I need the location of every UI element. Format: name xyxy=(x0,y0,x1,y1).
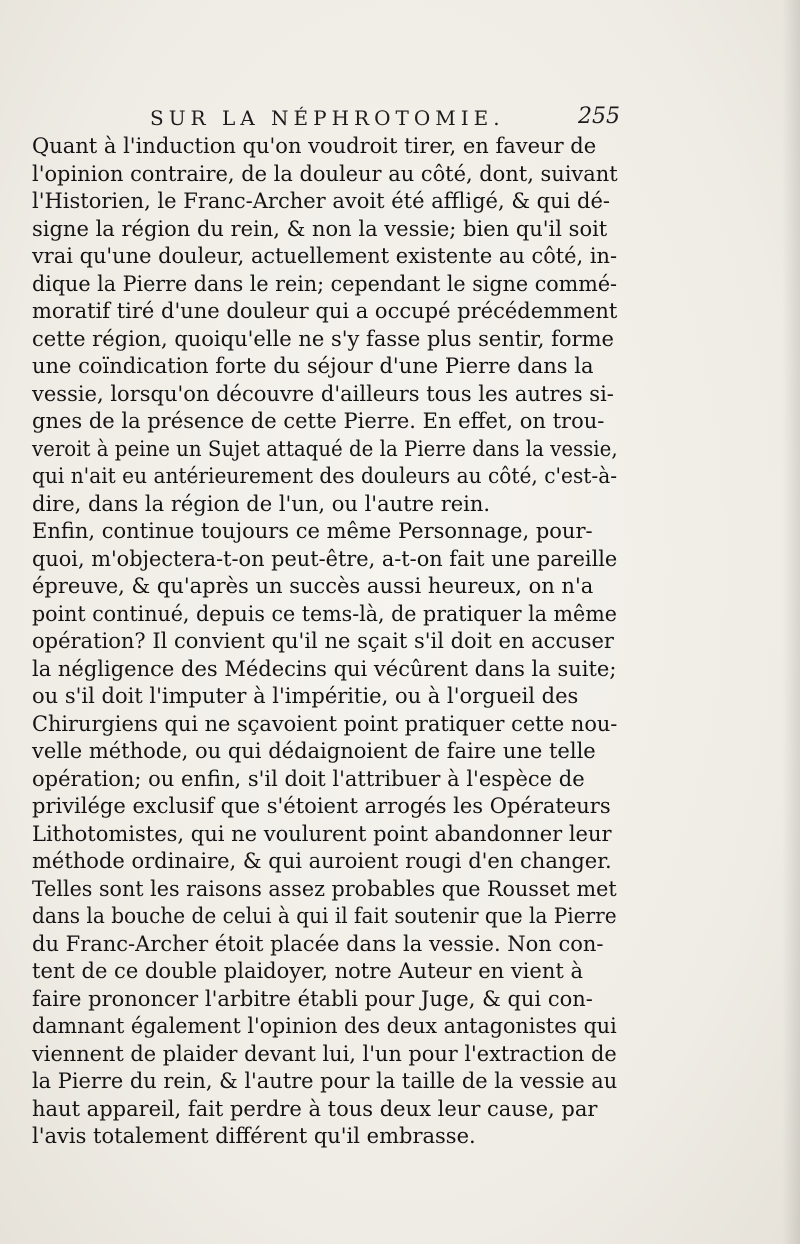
text-line: cette région, quoiqu'elle ne s'y fasse plus sentir, forme xyxy=(32,326,614,351)
text-line: veroit à peine un Sujet attaqué de la Pierre dans la vessie, xyxy=(32,436,618,461)
text-line: Enfin, continue toujours ce même Personnage, pour- xyxy=(32,519,593,543)
text-line: méthode ordinaire, & qui auroient rougi d'en changer. xyxy=(32,849,612,873)
text-line: la négligence des Médecins qui vécûrent dans la suite; xyxy=(32,656,617,681)
text-line: velle méthode, ou qui dédaignoient de faire une telle xyxy=(32,739,596,763)
text-line: damnant également l'opinion des deux antagonistes qui xyxy=(32,1014,617,1038)
text-line: Telles sont les raisons assez probables que Rousset met xyxy=(32,876,617,901)
text-line: ou s'il doit l'imputer à l'impéritie, ou à l'orgueil des xyxy=(32,684,579,708)
page-number: 255 xyxy=(578,104,620,129)
text-line: opération? Il convient qu'il ne sçait s'il doit en accuser xyxy=(32,629,614,653)
text-line: point continué, depuis ce tems-là, de pratiquer la même xyxy=(32,601,617,626)
page-edge-shadow xyxy=(782,0,800,1244)
text-line: vrai qu'une douleur, actuellement existente au côté, in- xyxy=(32,244,618,268)
text-line: tent de ce double plaidoyer, notre Auteur en vient à xyxy=(32,959,583,983)
text-line: faire prononcer l'arbitre établi pour Juge, & qui con- xyxy=(32,986,593,1011)
text-line: opération; ou enfin, s'il doit l'attribuer à l'espèce de xyxy=(32,766,585,791)
text-line: l'opinion contraire, de la douleur au côté, dont, suivant xyxy=(32,161,618,186)
text-line: la Pierre du rein, & l'autre pour la taille de la vessie au xyxy=(32,1069,618,1093)
text-line: signe la région du rein, & non la vessie; bien qu'il soit xyxy=(32,216,608,241)
text-line: qui n'ait eu antérieurement des douleurs au côté, c'est-à- xyxy=(32,464,618,488)
text-line: Lithotomistes, qui ne voulurent point abandonner leur xyxy=(32,821,612,846)
text-line: Quant à l'induction qu'on voudroit tirer, en faveur de xyxy=(32,134,597,158)
text-line: vessie, lorsqu'on découvre d'ailleurs tous les autres si- xyxy=(32,381,614,406)
running-title: SUR LA NÉPHROTOMIE. xyxy=(150,106,505,130)
text-line: épreuve, & qu'après un succès aussi heureux, on n'a xyxy=(32,574,594,598)
text-line: gnes de la présence de cette Pierre. En effet, on trou- xyxy=(32,409,605,433)
text-line: viennent de plaider devant lui, l'un pour l'extraction de xyxy=(32,1041,617,1066)
text-line: haut appareil, fait perdre à tous deux leur cause, par xyxy=(32,1096,598,1121)
text-line: l'avis totalement différent qu'il embrasse. xyxy=(32,1124,476,1148)
text-line: du Franc-Archer étoit placée dans la vessie. Non con- xyxy=(32,931,604,956)
text-line: dire, dans la région de l'un, ou l'autre rein. xyxy=(32,491,491,516)
body-text xyxy=(32,133,632,1151)
text-line: l'Historien, le Franc-Archer avoit été affligé, & qui dé- xyxy=(32,189,611,213)
text-line: moratif tiré d'une douleur qui a occupé précédemment xyxy=(32,299,618,323)
text-line: dans la bouche de celui à qui il fait soutenir que la Pierre xyxy=(32,904,617,928)
text-line: une coïndication forte du séjour d'une Pierre dans la xyxy=(32,354,594,378)
text-line: Chirurgiens qui ne sçavoient point pratiquer cette nou- xyxy=(32,711,618,736)
text-line: privilége exclusif que s'étoient arrogés les Opérateurs xyxy=(32,794,611,818)
text-line: quoi, m'objectera-t-on peut-être, a-t-on fait une pareille xyxy=(32,546,618,571)
text-line: dique la Pierre dans le rein; cependant le signe commé- xyxy=(32,271,618,296)
